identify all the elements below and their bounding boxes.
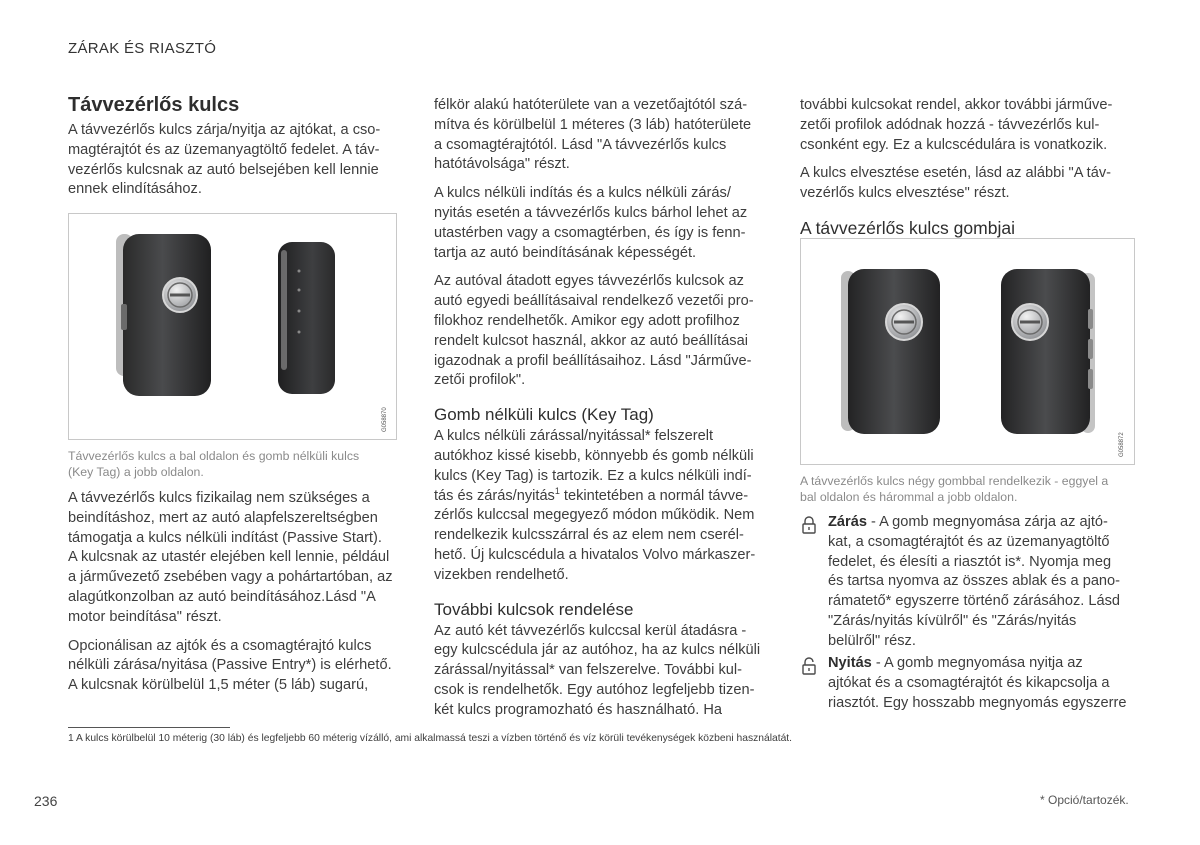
paragraph-keyless: A kulcs nélküli indítás és a kulcs nélküli zárás/ nyitás esetén a távvezérlős kulcs bárhol lehet az utastérben vagy a csomagtérben, és így is fenn- tartja az autó beindításának képességét.: [434, 185, 748, 261]
paragraph-passive-entry: Opcionálisan az ajtók és a csomagtérajtó kulcs nélküli zárása/nyitása (Passive Entry*) is elérhető. A kulcsnak körülbelül 1,5 méter (5 láb) sugarú,: [68, 637, 392, 694]
paragraph-order-keys: Az autó két távvezérlős kulccsal kerül átadásra - egy kulcscédula jár az autóhoz, ha az kulcs nélküli zárással/nyitással* van felszerelve. További kul- csok is rendelhetők. Egy autóhoz legfeljebb tizen- két kulcs programozható és használható. Ha: [434, 622, 761, 718]
lock-closed-icon: [800, 515, 820, 537]
paragraph-range: félkör alakú hatóterülete van a vezetőajtótól szá- mítva és körülbelül 1 méteres (3 láb) hatóterülete a csomagtérajtótól. Lásd "A távvezérlős kulcs hatótávolsága" részt.: [434, 97, 752, 173]
option-note: * Opció/tartozék.: [1040, 793, 1129, 807]
column-2: [434, 96, 774, 721]
side-button: [121, 304, 127, 330]
column-1: [68, 94, 398, 200]
footnote-divider: [68, 727, 230, 728]
intro-paragraph: A távvezérlős kulcs zárja/nyitja az ajtókat, a cso- magtérajtót és az üzemanyagtöltő fedelet. A táv- vezérlős kulcsnak az autó belsejében kell lennie ennek elindításához.: [68, 122, 381, 198]
page-number: 236: [34, 793, 58, 809]
key-illustration-2: [801, 239, 1134, 464]
paragraph-lost-key: A kulcs elvesztése esetén, lásd az alábbi "A táv- vezérlős kulcs elvesztése" részt.: [800, 165, 1112, 202]
remote-key-back: [1001, 269, 1090, 434]
figure-1-caption: Távvezérlős kulcs a bal oldalon és gomb nélküli kulcs (Key Tag) a jobb oldalon.: [68, 449, 360, 479]
column-1-body: [68, 489, 398, 696]
paragraph-extra-keys: további kulcsokat rendel, akkor további járműve- zetői profilok adódnak hozzá - távvezérlős kul- csonként egy. Ez a kulcscédulára is vonatkozik.: [800, 97, 1113, 153]
figure-remote-and-keytag: [68, 213, 397, 440]
figure-2-caption: A távvezérlős kulcs négy gombbal rendelkezik - eggyel a bal oldalon és hárommal a jobb oldalon.: [800, 474, 1109, 504]
image-code-2: G058872: [1119, 432, 1125, 457]
unlock-description: Nyitás - A gomb megnyomása nyitja az ajtókat és a csomagtérajtót és kikapcsolja a riasztót. Egy hosszabb megnyomás egyszerre: [828, 655, 1127, 711]
footnote: 1 A kulcs körülbelül 10 méterig (30 láb) és legfeljebb 60 méterig vízálló, ami alkalmassá teszi a vízben történő és víz körüli tevékenységek közbeni használatát.: [68, 733, 793, 744]
paragraph-profiles: Az autóval átadott egyes távvezérlős kulcsok az autó egyedi beállításaival rendelkező vezetői pro- filokhoz rendelhetők. Amikor egy adott profilhoz rendelt kulcsot használ, akkor az autó beállításai igazodnak a profil beállításaihoz. Lásd "Járműve- zetői profilok".: [434, 273, 754, 389]
footnote-ref: 1: [554, 485, 560, 496]
remote-key-front: [848, 269, 940, 434]
heading-key-buttons: A távvezérlős kulcs gombjai: [800, 217, 1015, 238]
image-code: G058870: [382, 407, 388, 432]
lock-label: Zárás: [828, 514, 867, 530]
remote-key-body: [123, 234, 211, 396]
key-illustration-1: [69, 214, 396, 439]
heading-order-keys: További kulcsok rendelése: [434, 599, 634, 619]
figure-key-buttons: [800, 238, 1135, 465]
unlock-label: Nyitás: [828, 655, 872, 671]
page-title: Távvezérlős kulcs: [68, 94, 240, 116]
heading-key-tag: Gomb nélküli kulcs (Key Tag): [434, 405, 654, 425]
section-header: ZÁRAK ÉS RIASZTÓ: [68, 40, 217, 57]
lock-description: Zárás - A gomb megnyomása zárja az ajtó- kat, a csomagtérajtót és az üzemanyagtöltő fedelet, és élesíti a riasztót is*. Nyomja meg és tartsa nyomva az összes ablak és a pano- rámatető* egyszerre történő zárásához. Lásd "Zárás/nyitás kívülről" és "Zárás/nyitás belülről" rész.: [828, 514, 1121, 649]
column-3: [800, 96, 1135, 241]
paragraph-key-tag: A kulcs nélküli zárással/nyitással* felszerelt autókhoz kissé kisebb, könnyebb és gomb nélküli kulcs (Key Tag) is tartozik. Ez a kulcs nélküli indí- tás és zárás/nyitás$^1$ tekintetében a normál távve- zérlős kulccsal megegyező módon működik. Nem rendelkezik kulcsszárral és az elem nem cserél- hető. Új kulcscédula a hivatalos Volvo márkaszer- vizekben rendelhető.: [434, 428, 756, 583]
lock-open-icon: [800, 656, 820, 678]
paragraph-passive-start: A távvezérlős kulcs fizikailag nem szükséges a beindításhoz, mert az autó alapfelszereltségben támogatja a kulcs nélküli indítást (Passive Start). A kulcsnak az utastér elejében kell lennie, például a járművezető zsebében vagy a pohártartóban, az alagútkonzolban az autó beindításához.Lásd "A motor beindítása" részt.: [68, 490, 393, 625]
